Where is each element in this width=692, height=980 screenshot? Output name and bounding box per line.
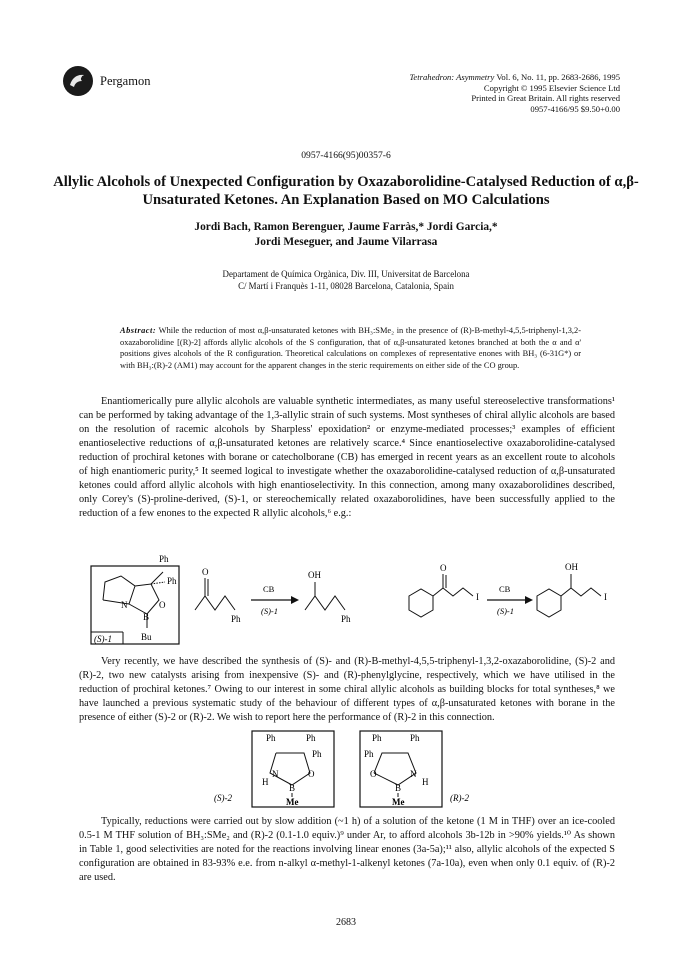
journal-info [290, 72, 620, 114]
ketone-2-o: O [440, 563, 447, 573]
paragraph-3-text: Typically, reductions were carried out by slow addition (~1 h) of a solution of the ketone (1 M in THF) over an ice-cooled 0.5-1 M THF solution of BH₃:SMe₂ and (R)-2 (0.1-1.0 equiv.)⁹ under Ar, to afford alcohols 3b-12b in >90% yields.¹⁰ As shown in Table 1, good selectivities are noted for the reactions involving linear enones (3a-5a);¹¹ also, allylic alcohols of the expected S configuration are obtained in 83-93% e.e. from n-alkyl α-methyl-1-alkenyl ketones (7a-10a), even when only 0.1 equiv. of (R)-2 are used. [79, 816, 615, 883]
scheme-2 [210, 729, 490, 811]
s2-ph-1: Ph [266, 733, 276, 743]
paragraph-2 [79, 655, 615, 725]
product-1-ph: Ph [341, 614, 351, 624]
cyclohexyl-ring-1 [409, 589, 433, 617]
s2-ph-3: Ph [312, 749, 322, 759]
r2-o: O [370, 769, 377, 779]
r2-ph-3: Ph [364, 749, 374, 759]
abstract [120, 325, 581, 371]
catalyst-label: (S)-1 [94, 634, 112, 644]
paper-title: Allylic Alcohols of Unexpected Configuration by Oxazaborolidine-Catalysed Reduction of α,β-Unsaturated Ketones. An Explanation Based on MO Calculations [53, 174, 639, 208]
price-line: 0957-4166/95 $9.50+0.00 [530, 103, 620, 114]
bu-label: Bu [141, 632, 152, 642]
authors [50, 220, 642, 250]
s2-box [252, 731, 334, 807]
ketone-2-i: I [476, 592, 479, 602]
ketone-1-ph: Ph [231, 614, 241, 624]
r2-me: Me [392, 797, 405, 807]
affiliation-line-2: C/ Martí i Franquès 1-11, 08028 Barcelona, Catalonia, Spain [238, 281, 454, 291]
b-label: B [143, 612, 150, 622]
arrow-2-catalyst: (S)-1 [497, 606, 514, 616]
printed-line: Printed in Great Britain. All rights reserved [471, 93, 620, 104]
ketone-1-o: O [202, 567, 209, 577]
abstract-text: While the reduction of most α,β-unsaturated ketones with BH₃:SMe₂ in the presence of (R)-B-methyl-4,5,5-triphenyl-1,3,2-oxazaborolidine [(R)-2] affords allylic alcohols of the S configuration, that of α,β-unsaturated ketones branched at both the α and α' positions gives alcohols of the R configuration. Theoretical calculations on complexes of representative enones with BH₃ (6-31G*) or with BH₃:(R)-2 (AM1) may account for the apparent changes in the steric requirements on either side of the CO group. [120, 326, 581, 370]
abstract-label: Abstract: [120, 326, 157, 335]
s2-ph-2: Ph [306, 733, 316, 743]
arrow-1-catalyst: (S)-1 [261, 606, 278, 616]
r2-ph-1: Ph [372, 733, 382, 743]
doi: 0957-4166(95)00357-6 [301, 150, 391, 161]
paragraph-2-text: Very recently, we have described the synthesis of (S)- and (R)-B-methyl-4,5,5-triphenyl-1,3,2-oxazaborolidine, (S)-2 and (R)-2, two new catalysts arising from inexpensive (S)- and (R)-phenylglycine, respectively, which we have utilised in the reduction of prochiral ketones.⁷ Owing to our interest in some chiral allylic alcohols as building blocks for total syntheses,⁸ we have launched a previous systematic study of the behaviour of different types of α,β-unsaturated ketones with borane in the presence of either (S)-2 or (R)-2. We wish to report here the performance of (R)-2 in this connection. [79, 656, 615, 723]
ph-label-2: Ph [167, 576, 177, 586]
s2-n: N [272, 769, 279, 779]
authors-line-1: Jordi Bach, Ramon Berenguer, Jaume Farràs,* Jordi Garcia,* [194, 221, 498, 233]
product-1 [305, 596, 345, 610]
pergamon-logo [63, 66, 93, 96]
copyright-line: Copyright © 1995 Elsevier Science Ltd [483, 82, 620, 93]
product-2-oh: OH [565, 562, 578, 572]
authors-line-2: Jordi Meseguer, and Jaume Vilarrasa [254, 236, 438, 248]
cyclohexyl-ring-2 [537, 589, 561, 617]
r2-b: B [395, 783, 402, 793]
r2-label: (R)-2 [450, 793, 469, 803]
page-number: 2683 [336, 917, 356, 928]
paragraph-1 [79, 395, 615, 521]
product-2-i: I [604, 592, 607, 602]
r2-ph-2: Ph [410, 733, 420, 743]
enone-1 [195, 596, 235, 610]
paragraph-3 [79, 815, 615, 885]
paragraph-1-text: Enantiomerically pure allylic alcohols are valuable synthetic intermediates, as many useful stereoselective transformations¹ can be performed by taking advantage of the 1,3-allylic strain of such systems. Most syntheses of chiral allylic alcohols are based on the resolution of racemic alcohols by Sharpless' epoxidation² or enzyme-mediated processes;³ examples of efficient enantioselective reductions of α,β-unsaturated ketones are relatively scarce.⁴ Since enantioselective oxazaborolidine-catalysed reduction of prochiral ketones with borane or catecholborane (CB) has emerged in recent years as an excellent route to alcohols of high enantiomeric purity,⁵ It seemed logical to investigate whether the oxazaborolidine-catalysed reduction of α,β-unsaturated ketones could afford allylic alcohols with high enantioselectivity. In this connection, among many oxazaborolidines described, only Corey's (S)-proline-derived, (S)-1, or stereochemically related oxazaborolidines, have been successfully applied to the reduction of a few enones to the expected R allylic alcohols,⁶ e.g.: [79, 396, 615, 519]
s2-b: B [289, 783, 296, 793]
journal-issue: Vol. 6, No. 11, pp. 2683-2686, 1995 [494, 72, 620, 82]
oxazaborolidine-ring [129, 584, 159, 614]
r2-h: H [422, 777, 429, 787]
r2-n: N [410, 769, 417, 779]
ph-label-1: Ph [159, 554, 169, 564]
publisher-name: Pergamon [100, 74, 151, 88]
arrow-2-reagent: CB [499, 584, 511, 594]
n-label: N [121, 600, 128, 610]
affiliation-line-1: Departament de Química Orgànica, Div. III, Universitat de Barcelona [222, 269, 470, 279]
journal-name: Tetrahedron: Asymmetry [409, 72, 495, 82]
s2-label: (S)-2 [214, 793, 232, 803]
affiliation [50, 268, 642, 292]
product-1-oh: OH [308, 570, 321, 580]
s2-h: H [262, 777, 269, 787]
s2-o: O [308, 769, 315, 779]
arrow-1-reagent: CB [263, 584, 275, 594]
scheme-1 [79, 548, 619, 648]
s2-me: Me [286, 797, 299, 807]
o-label: O [159, 600, 166, 610]
pyrrolidine-ring [103, 576, 135, 604]
